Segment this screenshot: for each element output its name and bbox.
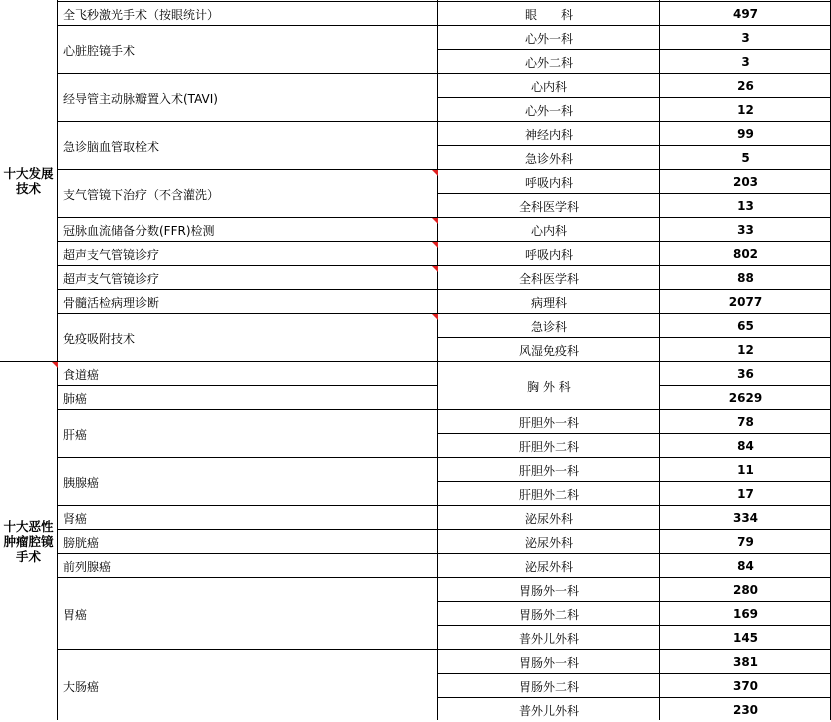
comment-indicator-icon[interactable] <box>432 170 438 176</box>
count-cell[interactable] <box>660 434 831 458</box>
department-cell[interactable] <box>438 98 660 122</box>
department-label: 胸 外 科 <box>527 379 571 394</box>
count-cell[interactable] <box>660 530 831 554</box>
department-label: 泌尿外科 <box>524 535 573 550</box>
procedure-cell[interactable] <box>57 362 438 386</box>
grid-line <box>57 0 58 720</box>
count-cell[interactable] <box>660 170 831 194</box>
grid-line <box>57 289 831 290</box>
department-cell[interactable] <box>438 506 660 530</box>
grid-line <box>437 673 831 674</box>
comment-indicator-icon[interactable] <box>432 218 438 224</box>
count-value: 36 <box>737 367 754 381</box>
grid-line <box>0 361 831 362</box>
grid-line <box>57 25 831 26</box>
grid-line <box>57 649 831 650</box>
count-cell[interactable] <box>660 410 831 434</box>
comment-indicator-icon[interactable] <box>432 242 438 248</box>
count-value: 370 <box>732 679 759 693</box>
grid-line <box>437 625 831 626</box>
procedure-cell[interactable] <box>57 530 438 554</box>
procedure-cell[interactable] <box>57 458 438 506</box>
department-label: 心内科 <box>530 223 567 238</box>
department-label: 风湿免疫科 <box>518 343 579 358</box>
count-cell[interactable] <box>660 458 831 482</box>
grid-line <box>57 121 831 122</box>
department-label: 呼吸内科 <box>524 175 573 190</box>
department-cell[interactable] <box>438 50 660 74</box>
count-cell[interactable] <box>660 674 831 698</box>
department-cell[interactable] <box>438 26 660 50</box>
grid-line <box>437 193 831 194</box>
department-cell[interactable] <box>438 266 660 290</box>
procedure-label: 经导管主动脉瓣置入术(TAVI) <box>63 91 218 106</box>
department-label: 眼 科 <box>524 7 573 22</box>
procedure-cell[interactable] <box>57 578 438 650</box>
procedure-cell[interactable] <box>57 386 438 410</box>
count-cell[interactable] <box>660 650 831 674</box>
department-cell[interactable] <box>438 674 660 698</box>
department-label: 泌尿外科 <box>524 511 573 526</box>
count-cell[interactable] <box>660 602 831 626</box>
count-cell[interactable] <box>660 74 831 98</box>
department-label: 肝胆外一科 <box>518 415 579 430</box>
count-cell[interactable] <box>660 266 831 290</box>
procedure-cell[interactable] <box>57 650 438 722</box>
department-cell[interactable] <box>438 698 660 722</box>
count-value: 802 <box>732 247 759 261</box>
procedure-label: 急诊脑血管取栓术 <box>63 139 160 154</box>
count-value: 11 <box>737 463 754 477</box>
count-value: 99 <box>737 127 754 141</box>
department-cell[interactable] <box>438 482 660 506</box>
grid-line <box>437 601 831 602</box>
procedure-cell[interactable] <box>57 170 438 218</box>
grid-line <box>437 49 831 50</box>
procedure-label: 全飞秒激光手术（按眼统计） <box>63 7 220 22</box>
count-value: 203 <box>732 175 759 189</box>
department-cell[interactable] <box>438 458 660 482</box>
grid-line <box>437 145 831 146</box>
department-label: 病理科 <box>530 295 567 310</box>
count-value: 334 <box>732 511 759 525</box>
procedure-label: 超声支气管镜诊疗 <box>63 247 160 262</box>
grid-line <box>437 697 831 698</box>
grid-line <box>57 553 831 554</box>
procedure-label: 大肠癌 <box>63 679 100 694</box>
count-value: 12 <box>737 103 754 117</box>
department-label: 肝胆外二科 <box>518 439 579 454</box>
count-value: 169 <box>732 607 759 621</box>
department-cell[interactable] <box>438 650 660 674</box>
procedure-label: 食道癌 <box>63 367 100 382</box>
procedure-cell[interactable] <box>57 290 438 314</box>
department-label: 胃肠外一科 <box>518 655 579 670</box>
department-label: 急诊外科 <box>524 151 573 166</box>
count-cell[interactable] <box>660 362 831 386</box>
department-cell[interactable] <box>438 242 660 266</box>
comment-indicator-icon[interactable] <box>432 266 438 272</box>
count-cell[interactable] <box>660 242 831 266</box>
department-cell[interactable] <box>438 410 660 434</box>
department-label: 肝胆外一科 <box>518 463 579 478</box>
count-value: 5 <box>741 151 750 165</box>
procedure-label: 心脏腔镜手术 <box>63 43 136 58</box>
department-label: 普外儿外科 <box>518 703 579 718</box>
procedure-label: 超声支气管镜诊疗 <box>63 271 160 286</box>
department-label: 心外一科 <box>524 31 573 46</box>
grid-line <box>57 385 438 386</box>
category-cell[interactable] <box>0 0 57 362</box>
grid-line <box>57 529 831 530</box>
count-cell[interactable] <box>660 626 831 650</box>
count-value: 13 <box>737 199 754 213</box>
department-cell[interactable] <box>438 122 660 146</box>
grid-line <box>57 313 831 314</box>
procedure-label: 支气管镜下治疗（不含灌洗） <box>63 187 220 202</box>
count-value: 3 <box>741 31 750 45</box>
procedure-cell[interactable] <box>57 266 438 290</box>
grid-line <box>659 0 660 720</box>
count-value: 26 <box>737 79 754 93</box>
procedure-label: 肾癌 <box>63 511 88 526</box>
procedure-label: 前列腺癌 <box>63 559 112 574</box>
procedure-cell[interactable] <box>57 74 438 122</box>
grid-line <box>57 217 831 218</box>
grid-line <box>57 265 831 266</box>
grid-line <box>57 409 831 410</box>
department-cell[interactable] <box>438 338 660 362</box>
procedure-label: 肝癌 <box>63 427 88 442</box>
procedure-label: 骨髓活检病理诊断 <box>63 295 160 310</box>
grid-line <box>57 73 831 74</box>
count-value: 84 <box>737 559 754 573</box>
department-label: 呼吸内科 <box>524 247 573 262</box>
grid-line <box>57 1 831 2</box>
procedure-cell[interactable] <box>57 218 438 242</box>
department-label: 胃肠外二科 <box>518 679 579 694</box>
department-label: 泌尿外科 <box>524 559 573 574</box>
department-cell[interactable] <box>438 626 660 650</box>
grid-line <box>57 505 831 506</box>
department-label: 心外一科 <box>524 103 573 118</box>
procedure-cell[interactable] <box>57 314 438 362</box>
count-value: 12 <box>737 343 754 357</box>
count-value: 381 <box>732 655 759 669</box>
procedure-cell[interactable] <box>57 554 438 578</box>
count-value: 78 <box>737 415 754 429</box>
count-cell[interactable] <box>660 98 831 122</box>
count-value: 2077 <box>728 295 763 309</box>
count-value: 33 <box>737 223 754 237</box>
department-cell[interactable] <box>438 602 660 626</box>
count-cell[interactable] <box>660 386 831 410</box>
count-value: 79 <box>737 535 754 549</box>
department-label: 全科医学科 <box>518 199 579 214</box>
department-cell[interactable] <box>438 170 660 194</box>
procedure-label: 冠脉血流储备分数(FFR)检测 <box>63 223 215 238</box>
grid-line <box>437 337 831 338</box>
department-cell[interactable] <box>438 434 660 458</box>
department-label: 心外二科 <box>524 55 573 70</box>
count-cell[interactable] <box>660 578 831 602</box>
comment-indicator-icon[interactable] <box>52 362 58 368</box>
grid-line <box>57 169 831 170</box>
procedure-cell[interactable] <box>57 26 438 74</box>
procedure-label: 肺癌 <box>63 391 88 406</box>
comment-indicator-icon[interactable] <box>432 314 438 320</box>
count-cell[interactable] <box>660 194 831 218</box>
count-value: 280 <box>732 583 759 597</box>
department-cell[interactable] <box>438 578 660 602</box>
department-label: 急诊科 <box>530 319 567 334</box>
department-label: 胃肠外一科 <box>518 583 579 598</box>
department-cell[interactable] <box>438 362 660 410</box>
department-label: 肝胆外二科 <box>518 487 579 502</box>
department-label: 心内科 <box>530 79 567 94</box>
procedure-cell[interactable] <box>57 242 438 266</box>
count-cell[interactable] <box>660 218 831 242</box>
department-cell[interactable] <box>438 290 660 314</box>
department-cell[interactable] <box>438 314 660 338</box>
category-label: 十大恶性肿瘤腔镜手术 <box>3 518 54 564</box>
count-cell[interactable] <box>660 698 831 722</box>
count-value: 145 <box>732 631 759 645</box>
procedure-label: 膀胱癌 <box>63 535 100 550</box>
department-cell[interactable] <box>438 218 660 242</box>
count-value: 230 <box>732 703 759 717</box>
grid-line <box>57 577 831 578</box>
count-cell[interactable] <box>660 506 831 530</box>
department-label: 全科医学科 <box>518 271 579 286</box>
grid-line <box>437 0 438 720</box>
count-value: 84 <box>737 439 754 453</box>
count-value: 2629 <box>728 391 763 405</box>
procedure-label: 胃癌 <box>63 607 88 622</box>
department-cell[interactable] <box>438 554 660 578</box>
count-cell[interactable] <box>660 2 831 26</box>
department-cell[interactable] <box>438 2 660 26</box>
procedure-cell[interactable] <box>57 122 438 170</box>
count-cell[interactable] <box>660 554 831 578</box>
procedure-label: 免疫吸附技术 <box>63 331 136 346</box>
count-cell[interactable] <box>660 50 831 74</box>
procedure-cell[interactable] <box>57 506 438 530</box>
procedure-cell[interactable] <box>57 410 438 458</box>
count-cell[interactable] <box>660 482 831 506</box>
count-cell[interactable] <box>660 26 831 50</box>
count-cell[interactable] <box>660 314 831 338</box>
count-cell[interactable] <box>660 290 831 314</box>
department-cell[interactable] <box>438 146 660 170</box>
count-cell[interactable] <box>660 146 831 170</box>
grid-line <box>57 241 831 242</box>
department-cell[interactable] <box>438 530 660 554</box>
procedure-cell[interactable] <box>57 2 438 26</box>
category-cell[interactable] <box>0 362 57 720</box>
count-cell[interactable] <box>660 338 831 362</box>
count-value: 3 <box>741 55 750 69</box>
department-label: 胃肠外二科 <box>518 607 579 622</box>
department-label: 神经内科 <box>524 127 573 142</box>
count-value: 17 <box>737 487 754 501</box>
department-label: 普外儿外科 <box>518 631 579 646</box>
count-value: 497 <box>732 7 759 21</box>
grid-line <box>57 457 831 458</box>
grid-line <box>437 433 831 434</box>
grid-line <box>659 385 831 386</box>
grid-line <box>437 481 831 482</box>
procedure-label: 胰腺癌 <box>63 475 100 490</box>
category-label: 十大发展技术 <box>3 166 54 196</box>
count-cell[interactable] <box>660 122 831 146</box>
count-value: 65 <box>737 319 754 333</box>
department-cell[interactable] <box>438 194 660 218</box>
count-value: 88 <box>737 271 754 285</box>
department-cell[interactable] <box>438 74 660 98</box>
grid-line <box>437 97 831 98</box>
